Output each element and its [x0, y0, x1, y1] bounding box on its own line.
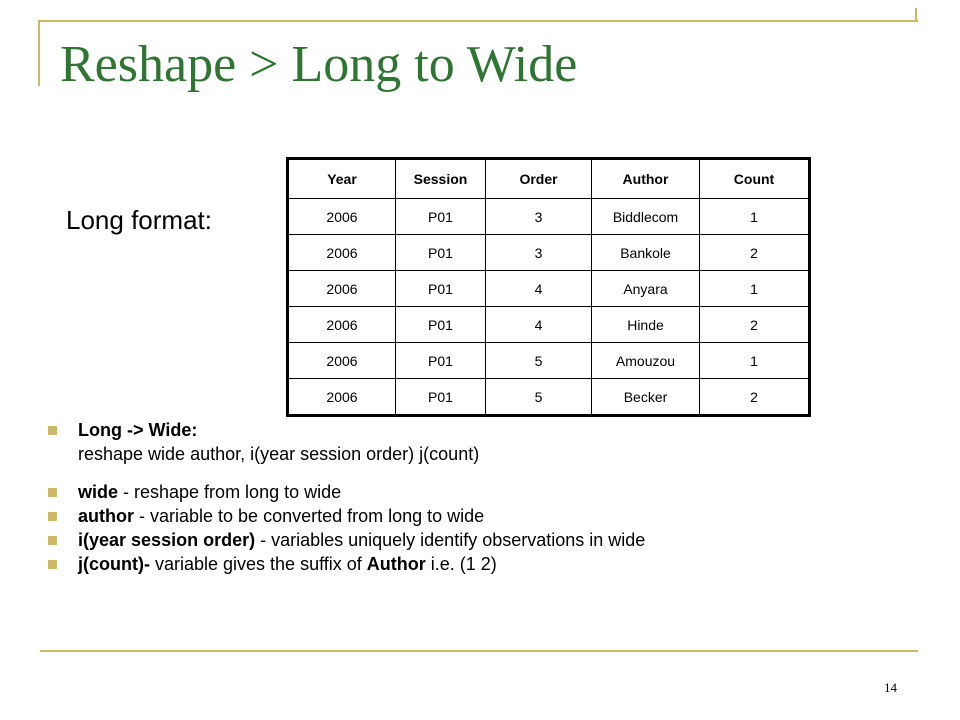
bullet-long-to-wide	[46, 418, 906, 466]
header-year: Year	[288, 159, 396, 199]
bullet-j	[46, 552, 906, 576]
cell-author: Anyara	[592, 271, 700, 307]
bullet-wide	[46, 480, 906, 504]
header-session: Session	[396, 159, 486, 199]
cell-order: 4	[486, 307, 592, 343]
cell-order: 5	[486, 379, 592, 416]
left-accent-rule	[38, 20, 40, 86]
cell-order: 4	[486, 271, 592, 307]
bullet-marker	[48, 536, 57, 545]
cell-session: P01	[396, 235, 486, 271]
bullet-desc: - reshape from long to wide	[118, 482, 342, 502]
bullet-marker	[48, 488, 57, 497]
cell-session: P01	[396, 271, 486, 307]
cell-author: Hinde	[592, 307, 700, 343]
cell-order: 3	[486, 235, 592, 271]
bullet-author	[46, 504, 906, 528]
bullet-term: author	[78, 506, 134, 526]
bullet-marker	[48, 426, 57, 435]
cell-year: 2006	[288, 343, 396, 379]
bullet-desc: variable gives the suffix of	[149, 554, 367, 574]
cell-author: Amouzou	[592, 343, 700, 379]
cell-count: 2	[700, 235, 810, 271]
bullet-i	[46, 528, 906, 552]
cell-count: 2	[700, 379, 810, 416]
cell-count: 1	[700, 343, 810, 379]
cell-order: 5	[486, 343, 592, 379]
cell-author: Biddlecom	[592, 199, 700, 235]
cell-year: 2006	[288, 307, 396, 343]
header-count: Count	[700, 159, 810, 199]
cell-session: P01	[396, 379, 486, 416]
bullet-term: j(count)-	[78, 554, 150, 574]
long-format-label: Long format:	[66, 205, 212, 235]
right-accent-tick	[915, 8, 917, 22]
bullet-heading: Long -> Wide:	[78, 420, 198, 440]
cell-year: 2006	[288, 271, 396, 307]
cell-session: P01	[396, 343, 486, 379]
bullet-desc: - variable to be converted from long to wide	[134, 506, 485, 526]
cell-year: 2006	[288, 379, 396, 416]
table-row	[288, 343, 810, 379]
reshape-command: reshape wide author, i(year session order) j(count)	[78, 444, 480, 464]
bullet-marker	[48, 512, 57, 521]
table-row	[288, 199, 810, 235]
bullet-emphasis: Author	[366, 554, 426, 574]
cell-session: P01	[396, 307, 486, 343]
bottom-rule	[40, 650, 918, 652]
table-row	[288, 379, 810, 416]
header-author: Author	[592, 159, 700, 199]
cell-count: 1	[700, 271, 810, 307]
cell-year: 2006	[288, 235, 396, 271]
table-row	[288, 235, 810, 271]
cell-author: Bankole	[592, 235, 700, 271]
cell-author: Becker	[592, 379, 700, 416]
bullet-desc: - variables uniquely identify observations in wide	[255, 530, 646, 550]
long-format-table	[286, 157, 811, 417]
cell-session: P01	[396, 199, 486, 235]
cell-order: 3	[486, 199, 592, 235]
cell-year: 2006	[288, 199, 396, 235]
table-row	[288, 271, 810, 307]
page-number: 14	[884, 680, 897, 695]
cell-count: 1	[700, 199, 810, 235]
bullet-marker	[48, 560, 57, 569]
top-rule	[38, 20, 918, 22]
cell-count: 2	[700, 307, 810, 343]
table-row	[288, 307, 810, 343]
bullet-term: i(year session order)	[78, 530, 256, 550]
bullet-list	[46, 418, 906, 576]
slide-title: Reshape > Long to Wide	[60, 36, 578, 93]
header-order: Order	[486, 159, 592, 199]
table-header-row	[288, 159, 810, 199]
bullet-term: wide	[78, 482, 119, 502]
bullet-tail: i.e. (1 2)	[425, 554, 497, 574]
